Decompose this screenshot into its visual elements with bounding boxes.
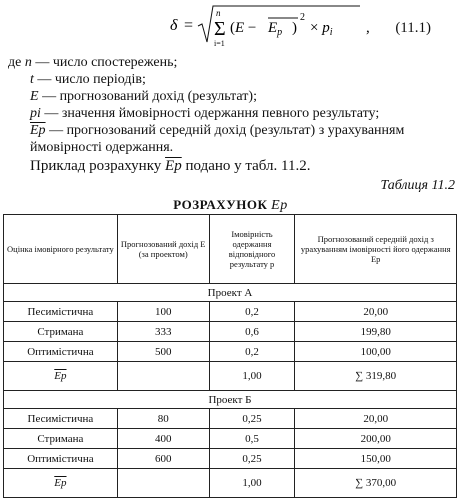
table-cell: 20,00: [295, 302, 457, 322]
table-cell: Оптимістична: [4, 449, 118, 469]
table-row: [4, 302, 457, 322]
header-probability: Імовірність одержання відповідного результату p: [209, 215, 295, 284]
svg-text:=: =: [184, 17, 194, 34]
svg-text:(E −: (E −: [230, 20, 257, 36]
sum-upper: n: [216, 8, 221, 18]
table-cell: Стримана: [4, 429, 118, 449]
total-row: [4, 469, 457, 498]
header-expected: Прогнозований середній дохід з урахуванням імовірності його одержання Ep: [295, 215, 457, 284]
section-title: Проект Б: [4, 391, 457, 409]
table-header-row: [4, 215, 457, 284]
table-cell: 0,25: [209, 409, 295, 429]
header-result: Оцінка імовірного результату: [4, 215, 118, 284]
svg-text:× pi: × $p_i$: [310, 20, 333, 38]
table-cell: Песимістична: [4, 409, 118, 429]
total-probability: 1,00: [209, 362, 295, 391]
table-cell: 150,00: [295, 449, 457, 469]
legend-n: де n — число спостережень;: [8, 55, 178, 70]
table-cell: 100: [117, 302, 209, 322]
sum-lower: i=1: [214, 39, 225, 48]
table-cell: 200,00: [295, 429, 457, 449]
table-number: Таблиця 11.2: [380, 178, 455, 193]
legend-e: E — прогнозований дохід (результат);: [30, 89, 257, 104]
formula-math: [170, 4, 400, 50]
table-cell: 333: [117, 322, 209, 342]
table-cell: 20,00: [295, 409, 457, 429]
table-cell: 80: [117, 409, 209, 429]
table-row: [4, 322, 457, 342]
legend-p: pi — значення ймовірності одержання певного результату;: [30, 106, 380, 121]
total-empty: [117, 362, 209, 391]
section-row: [4, 391, 457, 409]
table-title: РОЗРАХУНОК Ep: [173, 197, 288, 213]
total-sum: ∑ 370,00: [295, 469, 457, 498]
formula: [0, 4, 461, 48]
total-label: $\overline{Ep}$: [4, 362, 118, 391]
table-row: [4, 342, 457, 362]
formula-lhs: δ: [170, 17, 178, 34]
table-cell: 0,6: [209, 322, 295, 342]
formula-number: (11.1): [395, 20, 431, 36]
legend-t: t — число періодів;: [30, 72, 146, 87]
svg-text:Σ: Σ: [214, 18, 226, 40]
section-row: [4, 284, 457, 302]
table-cell: 0,2: [209, 342, 295, 362]
header-income: Прогнозований дохід E (за проектом): [117, 215, 209, 284]
table-cell: 600: [117, 449, 209, 469]
total-sum: ∑ 319,80: [295, 362, 457, 391]
legend: [8, 54, 453, 156]
example-text: Приклад розрахунку $\overline{Ep}$ подано у табл. 11.2.: [30, 158, 311, 174]
table-cell: 0,25: [209, 449, 295, 469]
table-cell: 199,80: [295, 322, 457, 342]
table-cell: 500: [117, 342, 209, 362]
table-cell: Песимістична: [4, 302, 118, 322]
legend-ep: $\overline{Ep}$ — прогнозований середній дохід (результат) з урахуванням ймовірності одержання.: [30, 123, 405, 155]
table-cell: Стримана: [4, 322, 118, 342]
total-empty: [117, 469, 209, 498]
table-row: [4, 409, 457, 429]
calculation-table: [3, 214, 457, 498]
total-row: [4, 362, 457, 391]
table-cell: 100,00: [295, 342, 457, 362]
table-row: [4, 449, 457, 469]
svg-text:,: ,: [366, 20, 370, 36]
table-cell: Оптимістична: [4, 342, 118, 362]
section-title: Проект А: [4, 284, 457, 302]
table-cell: 400: [117, 429, 209, 449]
total-label: $\overline{Ep}$: [4, 469, 118, 498]
table-cell: 0,2: [209, 302, 295, 322]
svg-text:Ep: $E_p$: [268, 20, 283, 38]
table-row: [4, 429, 457, 449]
total-probability: 1,00: [209, 469, 295, 498]
svg-text:2: 2: [300, 12, 305, 23]
table-cell: 0,5: [209, 429, 295, 449]
svg-text:): ): [292, 20, 297, 36]
